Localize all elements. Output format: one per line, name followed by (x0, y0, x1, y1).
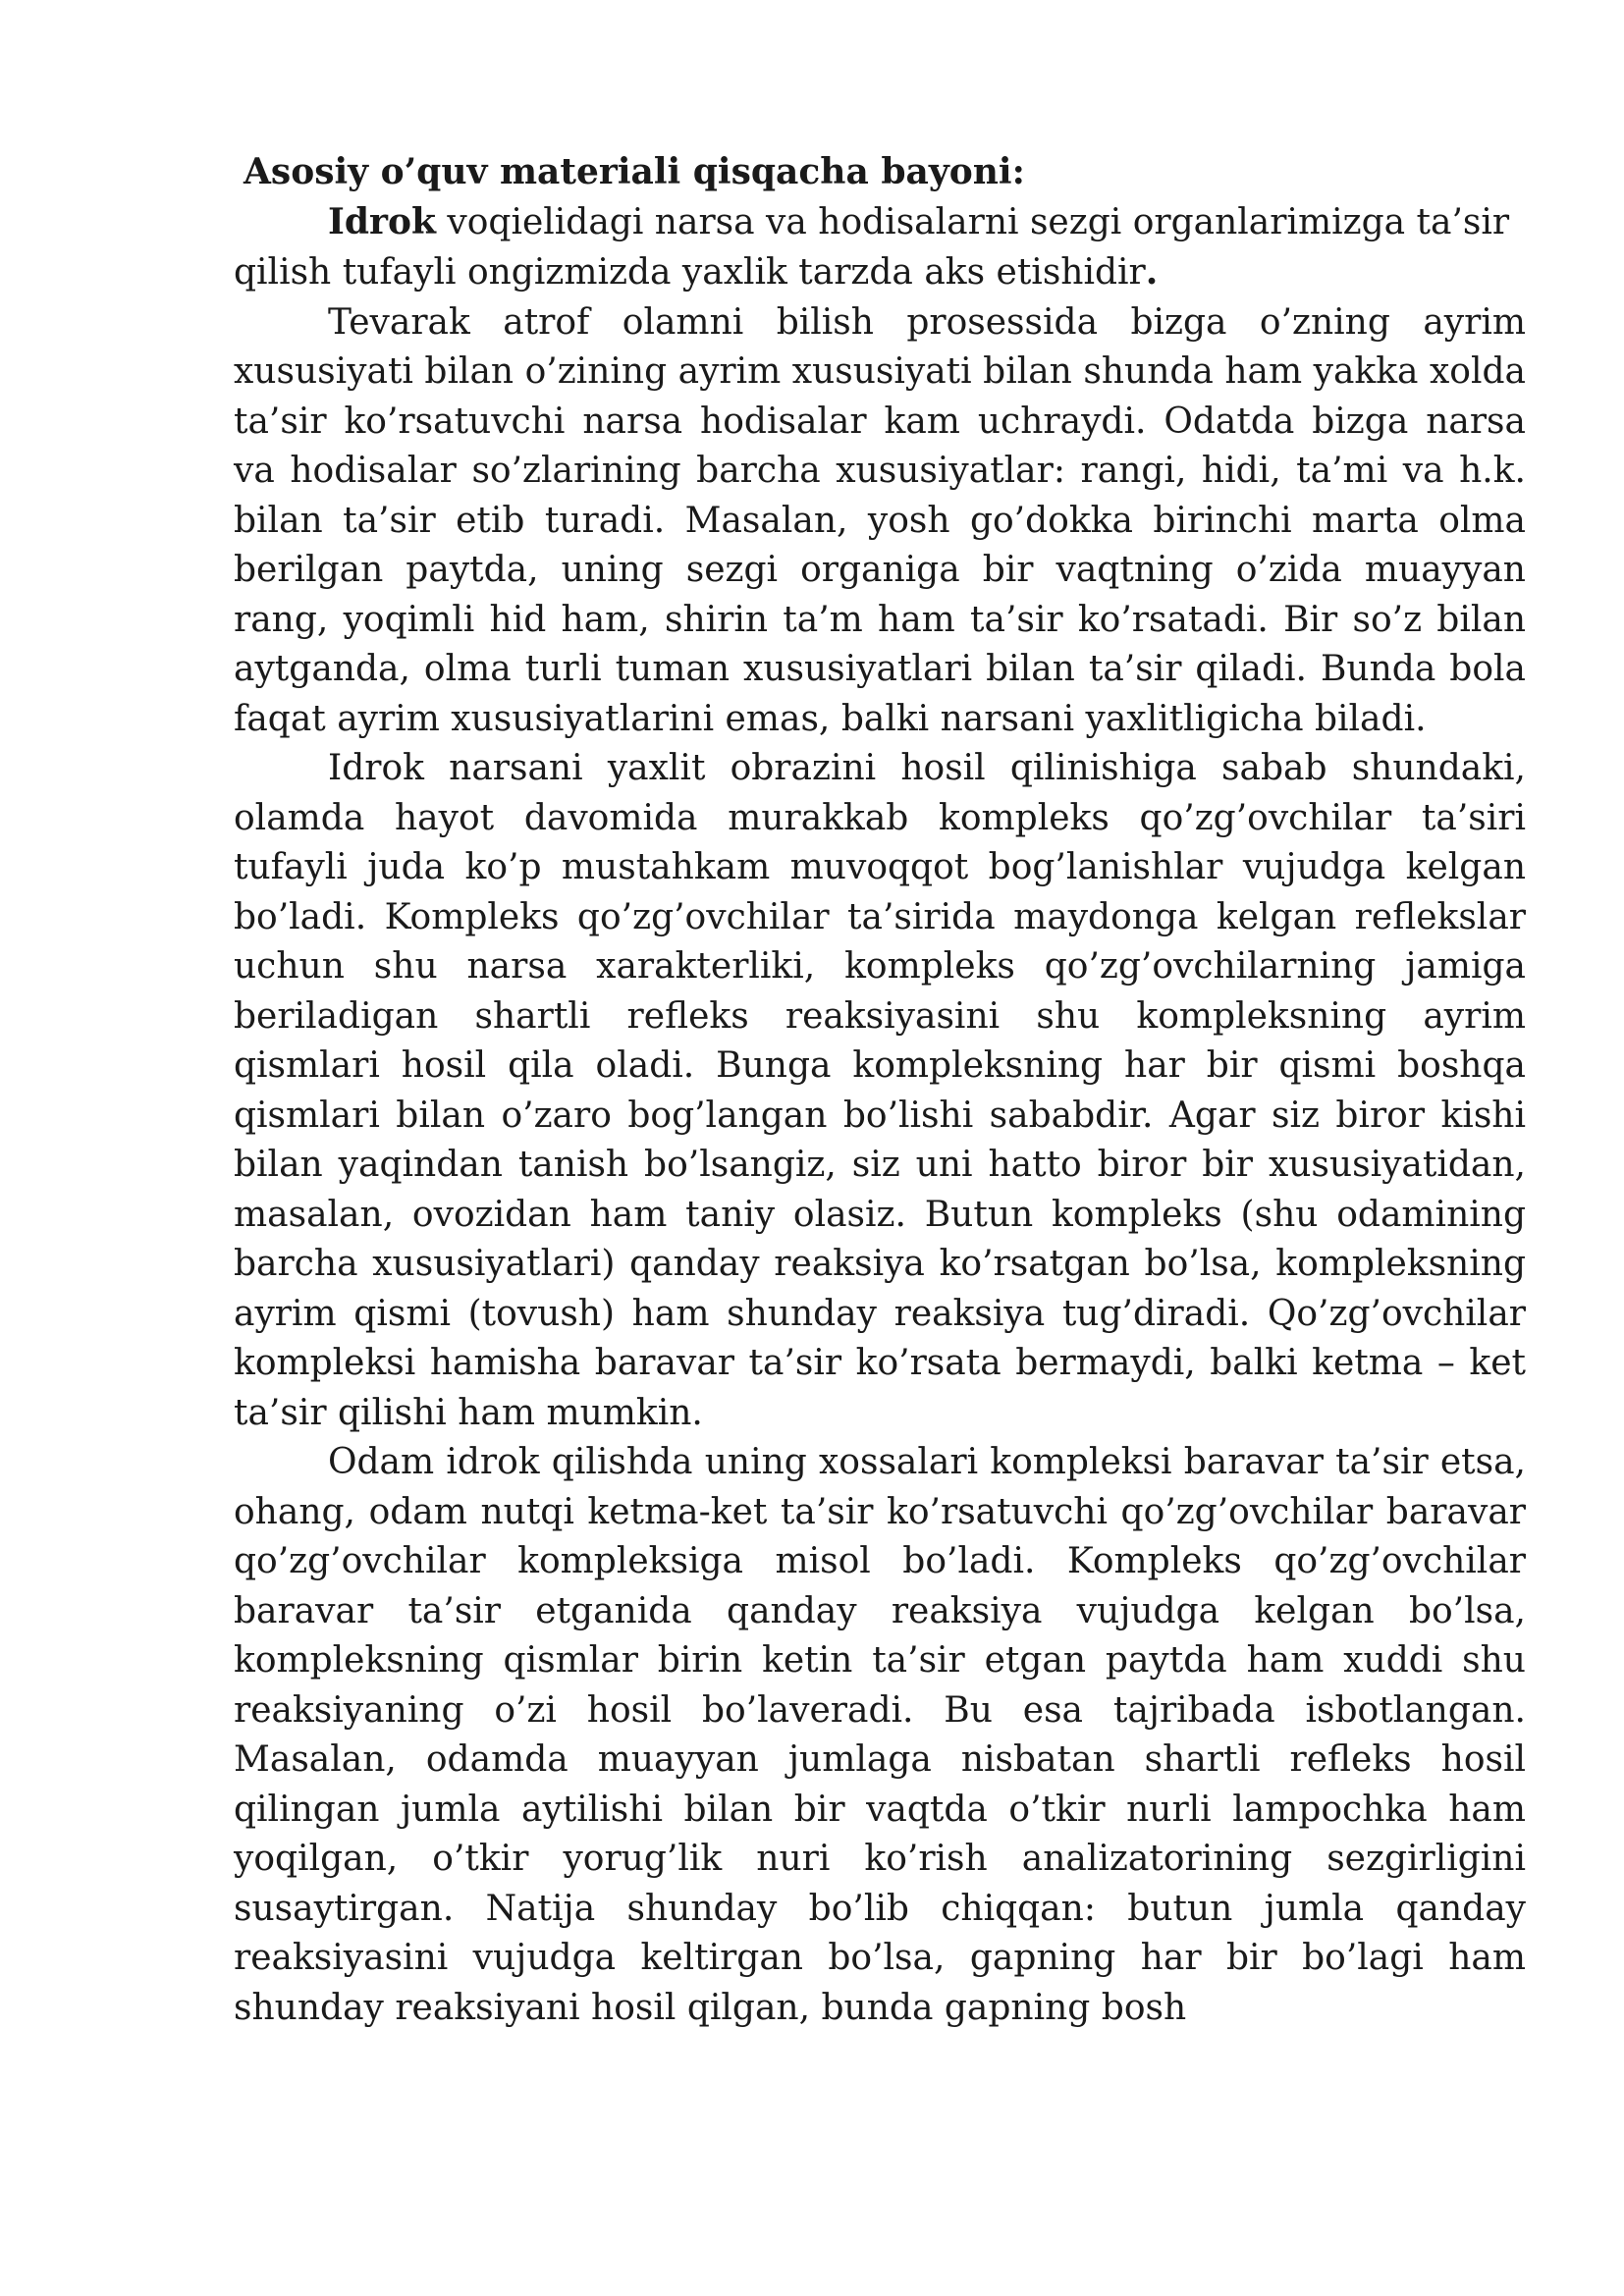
paragraph-sequential-stimuli: Odam idrok qilishda uning xossalari kompleksi baravar ta’sir etsa, ohang, odam nutqi ketma-ket ta’sir ko’rsatuvchi qo’zg’ovchilar baravar qo’zg’ovchilar kompleksiga misol bo’ladi. Kompleks qo’zg’ovchilar baravar ta’sir etganida qanday reaksiya vujudga kelgan bo’lsa, kompleksning qismlar birin ketin ta’sir etgan paytda ham xuddi shu reaksiyaning o’zi hosil bo’laveradi. Bu esa tajribada isbotlangan. Masalan, odamda muayyan jumlaga nisbatan shartli refleks hosil qilingan jumla aytilishi bilan bir vaqtda o’tkir nurli lampochka ham yoqilgan, o’tkir yorug’lik nuri ko’rish analizatorining sezgirligini susaytirgan. Natija shunday bo’lib chiqqan: butun jumla qanday reaksiyasini vujudga keltirgan bo’lsa, gapning har bir bo’lagi ham shunday reaksiyani hosil qilgan, bunda gapning bosh (234, 1442, 1526, 2028)
definition-paragraph (234, 197, 1526, 298)
paragraph-complex-stimuli: Idrok narsani yaxlit obrazini hosil qilinishiga sabab shundaki, olamda hayot davomida murakkab kompleks qo’zg’ovchilar ta’siri tufayli juda ko’p mustahkam muvoqqot bog’lanishlar vujudga kelgan bo’ladi. Kompleks qo’zg’ovchilar ta’sirida maydonga kelgan reflekslar uchun shu narsa xarakterliki, kompleks qo’zg’ovchilarning jamiga beriladigan shartli refleks reaksiyasini shu kompleksning ayrim qismlari hosil qila oladi. Bunga kompleksning har bir qismi boshqa qismlari bilan o’zaro bog’langan bo’lishi sababdir. Agar siz biror kishi bilan yaqindan tanish bo’lsangiz, siz uni hatto biror bir xususiyatidan, masalan, ovozidan ham taniy olasiz. Butun kompleks (shu odamining barcha xususiyatlari) qanday reaksiya ko’rsatgan bo’lsa, kompleksning ayrim qismi (tovush) ham shunday reaksiya tug’diradi. Qo’zg’ovchilar kompleksi hamisha baravar ta’sir ko’rsata bermaydi, balki ketma – ket ta’sir qilishi ham mumkin. (234, 748, 1526, 1433)
document-page (234, 147, 1526, 2033)
definition-term: Idrok (328, 200, 436, 242)
paragraph-perception-properties: Tevarak atrof olamni bilish prosessida bizga o’zning ayrim xususiyati bilan o’zining ayrim xususiyati bilan shunda ham yakka xolda ta’sir ko’rsatuvchi narsa hodisalar kam uchraydi. Odatda bizga narsa va hodisalar so’zlarining barcha xususiyatlar: rangi, hidi, ta’mi va h.k. bilan ta’sir etib turadi. Masalan, yosh go’dokka birinchi marta olma berilgan paytda, uning sezgi organiga bir vaqtning o’zida muayyan rang, yoqimli hid ham, shirin ta’m ham ta’sir ko’rsatadi. Bir so’z bilan aytganda, olma turli tuman xususiyatlari bilan ta’sir qiladi. Bunda bola faqat ayrim xususiyatlarini emas, balki narsani yaxlitligicha biladi. (234, 301, 1526, 739)
definition-text: voqielidagi narsa va hodisalarni sezgi organlarimizga ta’sir qilish tufayli ongizmizda yaxlik tarzda aks etishidir (234, 201, 1510, 293)
definition-end: . (1145, 251, 1159, 293)
section-heading: Asosiy o’quv materiali qisqacha bayoni: (244, 151, 1025, 192)
